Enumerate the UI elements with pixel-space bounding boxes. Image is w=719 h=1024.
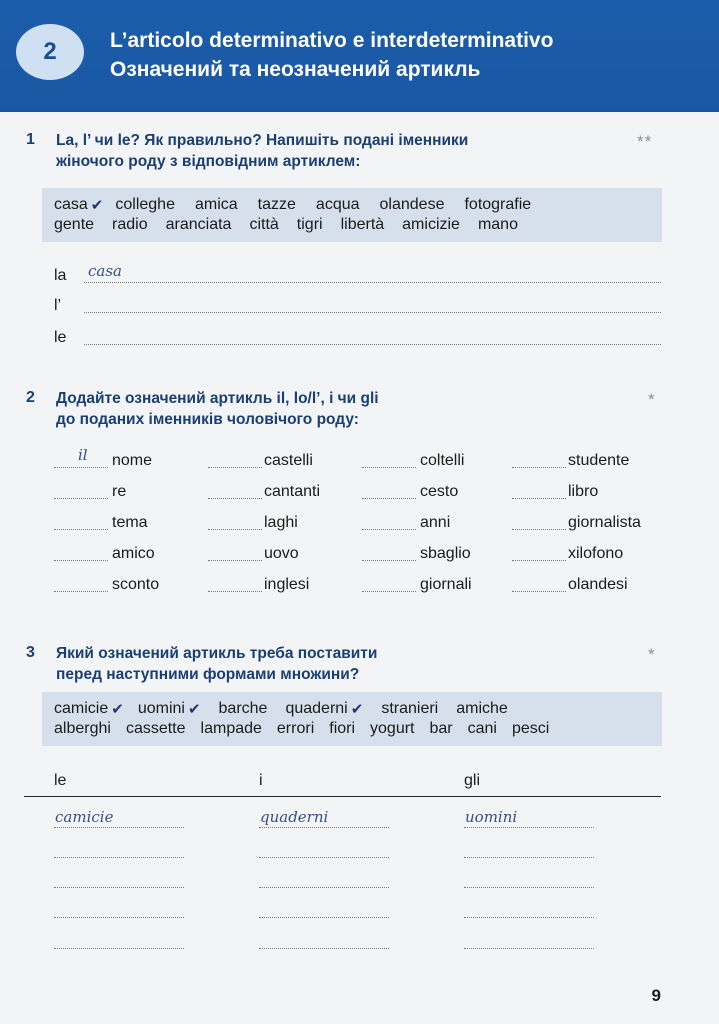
word-bank-word <box>54 216 94 234</box>
word-bank-word <box>219 700 268 718</box>
answer-line[interactable] <box>464 948 594 949</box>
difficulty-stars: * <box>648 645 656 664</box>
noun-word: libro <box>568 483 599 500</box>
noun-word: cesto <box>420 483 459 500</box>
word-bank-word <box>54 196 103 214</box>
word-bank-word <box>316 196 360 214</box>
difficulty-stars: ** <box>637 132 653 151</box>
page-number: 9 <box>651 986 661 1005</box>
word-text: yogurt <box>370 720 415 737</box>
chapter-number-badge: 2 <box>16 24 84 80</box>
article-blank[interactable] <box>362 591 416 592</box>
word-bank-row-1 <box>54 196 549 214</box>
handwritten-answer-quaderni: quaderni <box>260 808 329 826</box>
word-bank-word <box>195 196 238 214</box>
word-text: camicie <box>54 700 109 717</box>
word-text: fotografie <box>464 196 532 213</box>
noun-word: re <box>112 483 127 500</box>
article-blank[interactable] <box>512 591 566 592</box>
noun-word: laghi <box>264 514 298 531</box>
column-head-i: i <box>259 772 263 789</box>
word-bank-word <box>402 216 460 234</box>
answer-line[interactable] <box>259 857 389 858</box>
checkmark-icon: ✔ <box>187 701 201 718</box>
handwritten-answer-uomini: uomini <box>465 808 518 826</box>
word-bank-word <box>456 700 508 718</box>
answer-line[interactable] <box>54 827 184 828</box>
article-label-l: l’ <box>54 297 62 314</box>
noun-word: sconto <box>112 576 160 593</box>
word-bank-word <box>430 720 453 738</box>
title-ukrainian: Означений та неозначений артикль <box>110 58 481 81</box>
word-text: fiori <box>329 720 356 737</box>
answer-line-le[interactable] <box>84 344 661 345</box>
article-blank[interactable] <box>208 498 262 499</box>
answer-line[interactable] <box>259 948 389 949</box>
word-bank-word <box>166 216 232 234</box>
answer-line-la[interactable] <box>84 282 661 283</box>
article-blank[interactable] <box>208 560 262 561</box>
answer-line[interactable] <box>54 887 184 888</box>
word-text: cani <box>467 720 497 737</box>
exercise-1-instruction-line-2: жіночого роду з відповідним артиклем: <box>56 153 361 170</box>
article-blank[interactable] <box>54 529 108 530</box>
answer-line[interactable] <box>464 917 594 918</box>
word-bank-word <box>478 216 518 234</box>
word-bank-word <box>138 700 201 718</box>
word-text: mano <box>477 216 518 233</box>
answer-line[interactable] <box>259 887 389 888</box>
word-bank-word <box>341 216 385 234</box>
noun-word: xilofono <box>568 545 624 562</box>
word-text: uomini <box>137 700 185 717</box>
noun-word: coltelli <box>420 452 465 469</box>
noun-word: anni <box>420 514 451 531</box>
word-bank-word <box>112 216 148 234</box>
word-text: pesci <box>511 720 550 737</box>
checkmark-icon: ✔ <box>350 701 364 718</box>
noun-word: giornali <box>420 576 472 593</box>
word-text: città <box>249 216 279 233</box>
noun-word: amico <box>112 545 155 562</box>
noun-word: sbaglio <box>420 545 471 562</box>
word-text: gente <box>54 216 95 233</box>
handwritten-answer-il: il <box>78 446 88 464</box>
exercise-3-instruction-line-1: Який означений артикль треба поставити <box>56 645 378 662</box>
word-bank-word <box>126 720 186 738</box>
difficulty-stars: * <box>648 390 656 409</box>
answer-line[interactable] <box>259 827 389 828</box>
word-bank-word <box>115 196 175 214</box>
word-bank-word <box>464 196 531 214</box>
word-text: olandese <box>379 196 445 213</box>
answer-line[interactable] <box>54 857 184 858</box>
word-bank-word <box>258 196 296 214</box>
checkmark-icon: ✔ <box>111 701 124 718</box>
article-blank[interactable] <box>512 467 566 468</box>
word-text: bar <box>429 720 453 737</box>
word-text: lampade <box>200 720 262 737</box>
word-text: acqua <box>315 196 360 213</box>
answer-line[interactable] <box>54 948 184 949</box>
word-bank-word <box>54 720 111 738</box>
word-bank-word <box>249 216 278 234</box>
article-label-le: le <box>54 329 67 346</box>
article-blank[interactable] <box>54 498 108 499</box>
answer-line[interactable] <box>464 887 594 888</box>
article-label-la: la <box>54 267 67 284</box>
noun-word: nome <box>112 452 153 469</box>
exercise-2-instruction-line-2: до поданих іменників чоловічого роду: <box>56 411 359 428</box>
noun-word: cantanti <box>264 483 321 500</box>
word-text: radio <box>112 216 148 233</box>
article-blank[interactable] <box>208 467 262 468</box>
word-bank-word <box>468 720 497 738</box>
article-blank[interactable] <box>362 529 416 530</box>
word-bank-word <box>380 196 445 214</box>
word-text: errori <box>276 720 315 737</box>
exercise-1-instruction-line-1: La, l’ чи le? Як правильно? Напишіть подані іменники <box>56 132 469 149</box>
chapter-title <box>110 26 553 84</box>
word-bank-word <box>370 720 414 738</box>
word-bank-row-2 <box>54 216 536 234</box>
noun-word: giornalista <box>568 514 641 531</box>
article-blank[interactable] <box>512 498 566 499</box>
noun-word: olandesi <box>568 576 628 593</box>
answer-line[interactable] <box>464 857 594 858</box>
noun-word: uovo <box>264 545 299 562</box>
word-text: barche <box>218 700 268 717</box>
chapter-header <box>0 0 719 112</box>
column-head-gli: gli <box>464 772 481 789</box>
exercise-2-number: 2 <box>26 389 35 406</box>
table-header-rule <box>24 796 661 797</box>
word-bank-word <box>512 720 549 738</box>
exercise-3-instruction-line-2: перед наступними формами множини? <box>56 666 360 683</box>
answer-line[interactable] <box>259 917 389 918</box>
article-blank[interactable] <box>208 591 262 592</box>
exercise-3-word-bank <box>42 692 662 746</box>
checkmark-icon: ✔ <box>90 197 104 214</box>
word-bank-word <box>381 700 438 718</box>
word-text: colleghe <box>115 196 175 213</box>
word-text: amicizie <box>402 216 460 233</box>
handwritten-answer-camicie: camicie <box>55 808 114 826</box>
exercise-3-number: 3 <box>26 644 35 661</box>
article-blank[interactable] <box>362 560 416 561</box>
article-blank[interactable] <box>54 560 108 561</box>
noun-word: tema <box>112 514 148 531</box>
exercise-2-instruction-line-1: Додайте означений артикль il, lo/l’, i чи gli <box>56 390 379 407</box>
word-text: tazze <box>257 196 296 213</box>
article-blank[interactable] <box>362 467 416 468</box>
word-bank-row-2 <box>54 720 567 738</box>
word-text: amiche <box>456 700 508 717</box>
exercise-1-number: 1 <box>26 131 35 148</box>
word-text: aranciata <box>165 216 232 233</box>
word-text: tigri <box>296 216 323 233</box>
word-bank-word <box>285 700 363 718</box>
column-head-le: le <box>54 772 67 789</box>
title-italian: L’articolo determinativo e interdeterminativo <box>110 29 554 52</box>
article-blank[interactable] <box>54 467 108 468</box>
word-text: stranieri <box>381 700 439 717</box>
exercise-1-word-bank <box>42 188 662 242</box>
word-text: libertà <box>340 216 385 233</box>
word-text: casa <box>54 196 88 213</box>
word-text: amica <box>194 196 238 213</box>
exercise-2-instruction <box>56 388 379 430</box>
word-bank-word <box>297 216 323 234</box>
article-blank[interactable] <box>512 529 566 530</box>
word-bank-word <box>201 720 262 738</box>
article-blank[interactable] <box>54 591 108 592</box>
handwritten-answer-la: casa <box>88 262 122 280</box>
word-text: quaderni <box>285 700 348 717</box>
exercise-3-instruction <box>56 643 377 685</box>
word-text: alberghi <box>54 720 111 737</box>
answer-line[interactable] <box>464 827 594 828</box>
answer-line-l[interactable] <box>84 312 661 313</box>
article-blank[interactable] <box>208 529 262 530</box>
noun-word: inglesi <box>264 576 310 593</box>
word-text: cassette <box>125 720 186 737</box>
article-blank[interactable] <box>512 560 566 561</box>
article-blank[interactable] <box>362 498 416 499</box>
noun-word: studente <box>568 452 630 469</box>
noun-word: castelli <box>264 452 313 469</box>
word-bank-word <box>54 700 124 718</box>
exercise-1-instruction <box>56 130 468 172</box>
word-bank-row-1 <box>54 700 526 718</box>
word-bank-word <box>277 720 314 738</box>
answer-line[interactable] <box>54 917 184 918</box>
word-bank-word <box>329 720 355 738</box>
